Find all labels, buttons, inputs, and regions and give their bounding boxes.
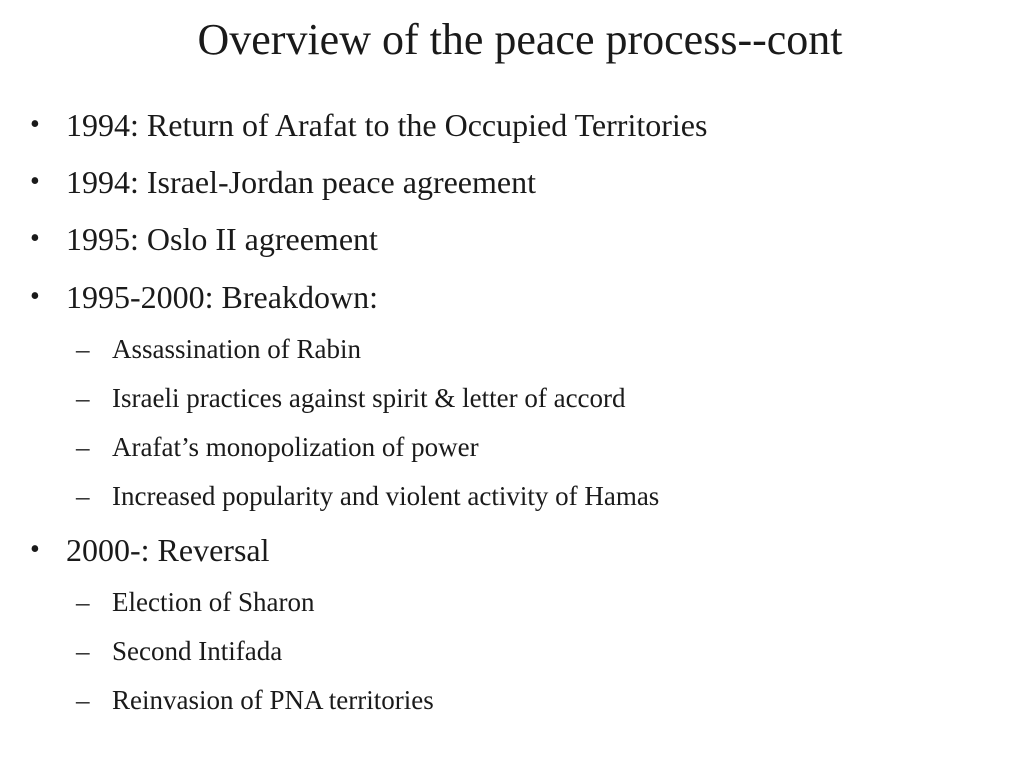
bullet-marker: • [30,223,40,254]
sub-bullet-text: Increased popularity and violent activity of Hamas [112,481,660,511]
sub-bullet-marker: – [76,685,90,715]
bullet-marker: • [30,166,40,197]
sub-bullet-text: Israeli practices against spirit & letter of accord [112,383,626,413]
sub-bullet-marker: – [76,587,90,617]
sub-bullet-text: Reinvasion of PNA territories [112,685,434,715]
bullet-text: 1995-2000: Breakdown: [66,279,378,315]
sub-bullet-text: Arafat’s monopolization of power [112,432,479,462]
sub-bullet-marker: – [76,383,90,413]
bullet-marker: • [30,109,40,140]
sub-bullet-marker: – [76,432,90,462]
bullet-marker: • [30,534,40,565]
bullet-item [30,278,378,316]
bullet-text: 1994: Israel-Jordan peace agreement [66,164,536,200]
sub-bullet-item [76,586,314,618]
sub-bullet-marker: – [76,481,90,511]
bullet-text: 1994: Return of Arafat to the Occupied Territories [66,107,708,143]
bullet-text: 2000-: Reversal [66,532,270,568]
sub-bullet-item [76,382,626,414]
sub-bullet-item [76,684,434,716]
sub-bullet-item [76,635,282,667]
sub-bullet-text: Second Intifada [112,636,283,666]
bullet-item [30,220,378,258]
bullet-text: 1995: Oslo II agreement [66,221,378,257]
slide-title: Overview of the peace process--cont [197,15,843,64]
bullet-item [30,163,536,201]
sub-bullet-item [76,431,479,463]
bullet-item [30,106,707,144]
bullet-marker: • [30,281,40,312]
sub-bullet-item [76,480,659,512]
sub-bullet-marker: – [76,636,90,666]
sub-bullet-marker: – [76,334,90,364]
sub-bullet-item [76,333,361,365]
sub-bullet-text: Assassination of Rabin [112,334,361,364]
bullet-item [30,531,270,569]
sub-bullet-text: Election of Sharon [112,587,315,617]
